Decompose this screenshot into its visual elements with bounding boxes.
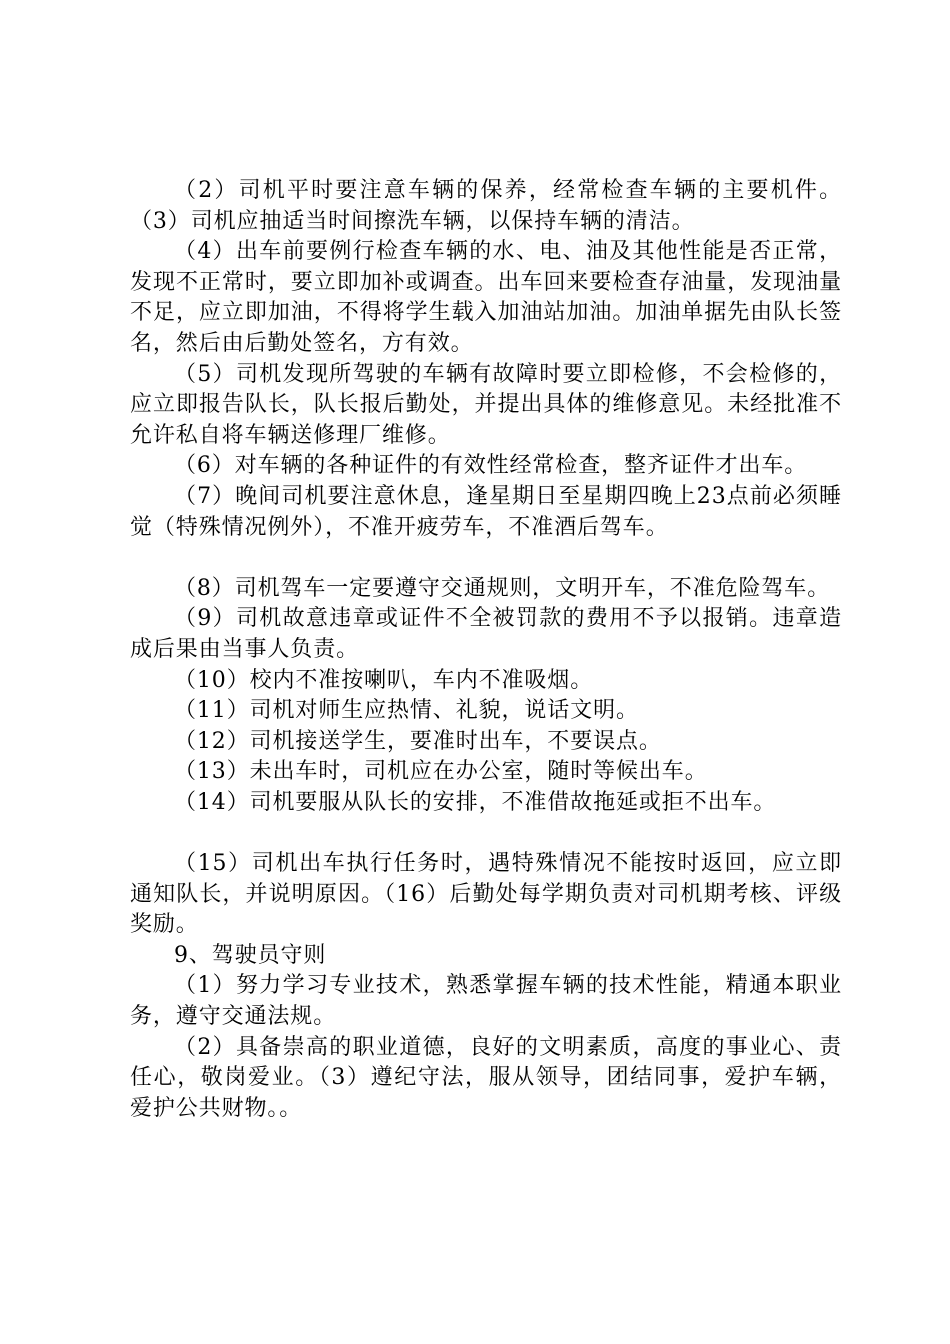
paragraph-traffic-rules: （8）司机驾车一定要遵守交通规则，文明开车，不准危险驾车。 <box>174 575 831 601</box>
paragraph-courtesy: （11）司机对师生应热情、礼貌，说话文明。 <box>174 698 639 724</box>
paragraph-no-horn: （10）校内不准按喇叭，车内不准吸烟。 <box>174 667 594 693</box>
paragraph-delay-notice: （15）司机出车执行任务时，遇特殊情况不能按时返回，应立即通知队长，并说明原因。（16）后勤处每学期负责对司机期考核、评级奖励。 <box>130 851 842 938</box>
paragraph-standby: （13）未出车时，司机应在办公室，随时等候出车。 <box>174 759 708 785</box>
paragraph-professional-ethics: （2）具备崇高的职业道德，良好的文明素质，高度的事业心、责任心，敬岗爱业。（3）遵纪守法，服从领导，团结同事，爱护车辆，爱护公共财物。。 <box>130 1034 842 1121</box>
paragraph-night-rest: （7）晚间司机要注意休息，逢星期日至星期四晚上23点前必须睡觉（特殊情况例外），不准开疲劳车，不准酒后驾车。 <box>130 483 842 540</box>
paragraph-certificate-check: （6）对车辆的各种证件的有效性经常检查，整齐证件才出车。 <box>174 453 808 479</box>
paragraph-fines: （9）司机故意违章或证件不全被罚款的费用不予以报销。违章造成后果由当事人负责。 <box>130 606 842 662</box>
section-heading-driver-code: 9、驾驶员守则 <box>174 942 327 968</box>
paragraph-obey-arrangement: （14）司机要服从队长的安排，不准借故拖延或拒不出车。 <box>174 789 777 815</box>
paragraph-vehicle-maintenance: （2）司机平时要注意车辆的保养，经常检查车辆的主要机件。（3）司机应抽适当时间擦洗车辆，以保持车辆的清洁。 <box>130 178 842 234</box>
paragraph-punctuality: （12）司机接送学生，要准时出车，不要误点。 <box>174 728 662 754</box>
paragraph-fault-repair: （5）司机发现所驾驶的车辆有故障时要立即检修，不会检修的，应立即报告队长，队长报后勤处，并提出具体的维修意见。未经批准不允许私自将车辆送修理厂维修。 <box>130 361 842 448</box>
document-body <box>130 176 842 1124</box>
paragraph-pre-departure-check: （4）出车前要例行检查车辆的水、电、油及其他性能是否正常，发现不正常时，要立即加补或调查。出车回来要检查存油量，发现油量不足，应立即加油，不得将学生载入加油站加油。加油单据先由队长签名，然后由后勤处签名，方有效。 <box>130 239 842 356</box>
paragraph-study-skills: （1）努力学习专业技术，熟悉掌握车辆的技术性能，精通本职业务，遵守交通法规。 <box>130 973 842 1030</box>
